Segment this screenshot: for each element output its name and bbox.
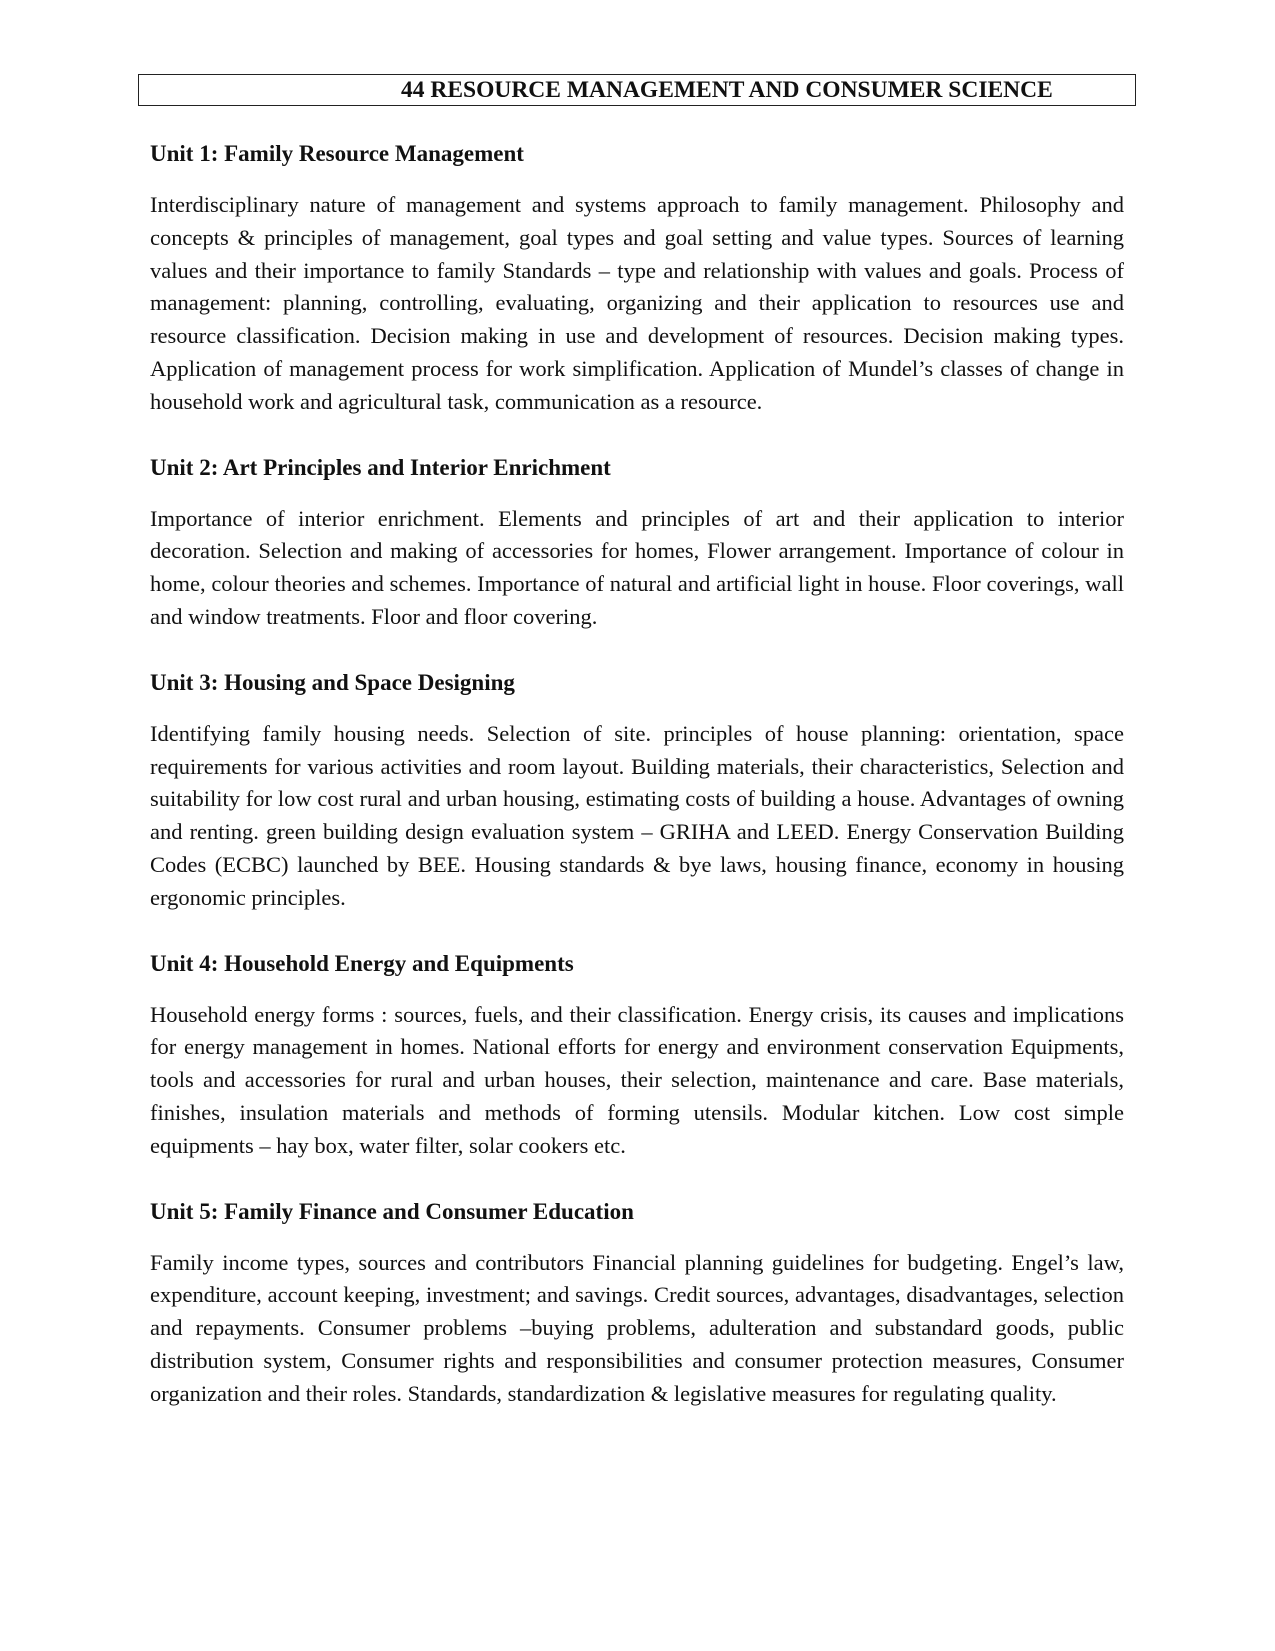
- unit-5-heading: Unit 5: Family Finance and Consumer Education: [150, 1198, 634, 1224]
- unit-4-body: Household energy forms : sources, fuels, and their classification. Energy crisis, its causes and implications for energy management in homes. National efforts for energy and environment conservation Equipments, tools and accessories for rural and urban houses, their selection, maintenance and care. Base materials, finishes, insulation materials and methods of forming utensils. Modular kitchen. Low cost simple equipments – hay box, water filter, solar cookers etc.: [150, 1001, 1124, 1158]
- unit-5-section: [150, 1198, 1124, 1411]
- unit-4-heading: Unit 4: Household Energy and Equipments: [150, 950, 574, 976]
- unit-3-heading: Unit 3: Housing and Space Designing: [150, 669, 515, 695]
- unit-2-heading: Unit 2: Art Principles and Interior Enrichment: [150, 454, 611, 480]
- unit-5-body: Family income types, sources and contributors Financial planning guidelines for budgeting. Engel’s law, expenditure, account keeping, investment; and savings. Credit sources, advantages, disadvantages, selection and repayments. Consumer problems –buying problems, adulteration and substandard goods, public distribution system, Consumer rights and responsibilities and consumer protection measures, Consumer organization and their roles. Standards, standardization & legislative measures for regulating quality.: [150, 1249, 1124, 1406]
- unit-1-body: Interdisciplinary nature of management and systems approach to family management. Philosophy and concepts & principles of management, goal types and goal setting and value types. Sources of learning values and their importance to family Standards – type and relationship with values and goals. Process of management: planning, controlling, evaluating, organizing and their application to resources use and resource classification. Decision making in use and development of resources. Decision making types. Application of management process for work simplification. Application of Mundel’s classes of change in household work and agricultural task, communication as a resource.: [150, 192, 1124, 414]
- unit-1-heading: Unit 1: Family Resource Management: [150, 141, 524, 166]
- unit-2-body: Importance of interior enrichment. Elements and principles of art and their application to interior decoration. Selection and making of accessories for homes, Flower arrangement. Importance of colour in home, colour theories and schemes. Importance of natural and artificial light in house. Floor coverings, wall and window treatments. Floor and floor covering.: [150, 505, 1124, 629]
- unit-1-section: [150, 140, 1124, 419]
- unit-4-section: [150, 950, 1124, 1163]
- unit-3-body: Identifying family housing needs. Selection of site. principles of house planning: orientation, space requirements for various activities and room layout. Building materials, their characteristics, Selection and suitability for low cost rural and urban housing, estimating costs of building a house. Advantages of owning and renting. green building design evaluation system – GRIHA and LEED. Energy Conservation Building Codes (ECBC) launched by BEE. Housing standards & bye laws, housing finance, economy in housing ergonomic principles.: [150, 720, 1124, 910]
- unit-3-section: [150, 669, 1124, 915]
- title-box: [138, 74, 1136, 106]
- page-title: 44 RESOURCE MANAGEMENT AND CONSUMER SCIENCE: [401, 77, 1053, 103]
- unit-2-section: [150, 454, 1124, 634]
- syllabus-content: [150, 140, 1124, 1411]
